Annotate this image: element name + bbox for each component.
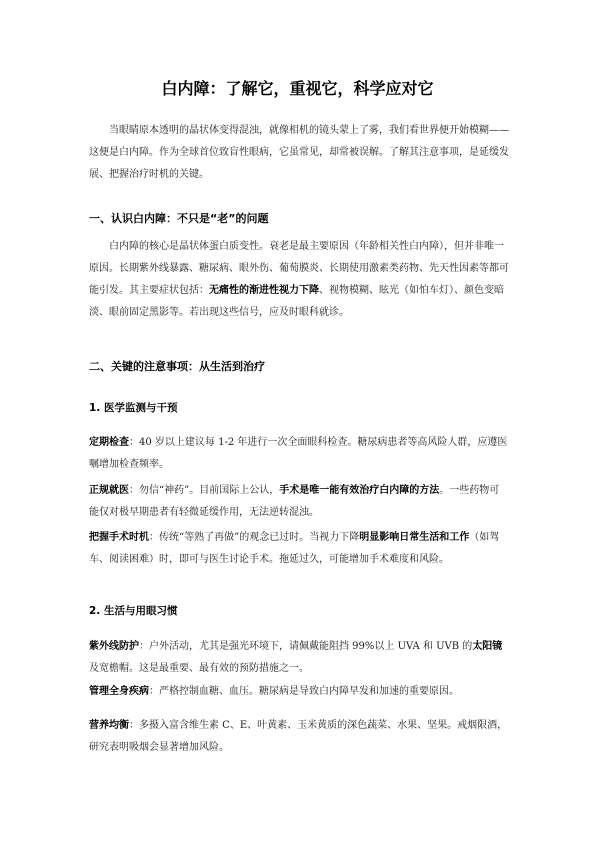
subsection-2-heading: 2. 生活与用眼习惯 [89,605,178,617]
section-2-heading: 二、关键的注意事项：从生活到治疗 [89,360,265,373]
section-1-text-end: 、视物模糊、眩光（如怕车灯）、颜色变暗淡、眼前固定黑影等。若出现这些信号，应及时眼科就诊。 [89,285,504,318]
item-text-end: 。一些药物可能仅对极早期患者有轻微延缓作用，无法逆转混浊。 [89,485,500,518]
item-emphasis: 手术是唯一能有效治疗白内障的方法 [279,485,440,496]
item-emphasis: 明显影响日常生活和工作 [359,532,470,543]
section-1-emphasis: 无痛性的渐进性视力下降 [209,285,319,296]
item-text: ：多摄入富含维生素 C、E、叶黄素、玉米黄质的深色蔬菜、水果、坚果。戒烟限酒，研究表明吸烟会显著增加风险。 [89,720,508,753]
item-emphasis: 太阳镜 [472,641,503,652]
item-lead: 把握手术时机 [89,532,149,543]
item-lead: 营养均衡 [89,720,129,731]
item-surgery-timing [89,527,509,571]
item-text: ：勿信“神药”。目前国际上公认， [129,485,280,496]
item-text: ：传统“等熟了再做”的观念已过时。当视力下降 [149,532,360,543]
item-nutrition [89,715,509,759]
item-proper-treatment [89,480,509,524]
intro-paragraph: 当眼睛原本透明的晶状体变得混浊，就像相机的镜头蒙上了雾，我们看世界便开始模糊——这便是白内障。作为全球首位致盲性眼病，它虽常见，却常被误解。了解其注意事项，是延缓发展、把握治疗时机的关键。 [89,125,509,180]
section-1-paragraph [89,236,509,324]
item-lead: 正规就医 [89,485,129,496]
item-lead: 定期检查 [89,437,129,448]
item-lead: 紫外线防护 [89,641,139,652]
section-1-heading: 一、认识白内障：不只是“老”的问题 [89,212,269,225]
page-title: 白内障：了解它，重视它，科学应对它 [161,79,434,98]
item-text: ：严格控制血糖、血压。糖尿病是导致白内障早发和加速的重要原因。 [149,686,459,697]
item-uv-protection [89,636,509,680]
item-text: ：40 岁以上建议每 1-2 年进行一次全面眼科检查。糖尿病患者等高风险人群，应遵医嘱增加检查频率。 [89,437,508,470]
item-text-end: （如驾车、阅读困难）时，即可与医生讨论手术。拖延过久，可能增加手术难度和风险。 [89,532,500,565]
section-1-text: 白内障的核心是晶状体蛋白质变性。衰老是最主要原因（年龄相关性白内障），但并非唯一原因。长期紫外线暴露、糖尿病、眼外伤、葡萄膜炎、长期使用激素类药物、先天性因素等都可能引发。其主要症状包括： [89,241,509,296]
item-text: ：户外活动，尤其是强光环境下，请佩戴能阻挡 99%以上 UVA 和 UVB 的 [139,641,473,652]
subsection-1-heading: 1. 医学监测与干预 [89,402,178,414]
item-text-end: 及宽檐帽。这是最重要、最有效的预防措施之一。 [89,663,309,674]
item-lead: 管理全身疾病 [89,686,149,697]
item-regular-checkup [89,432,509,476]
item-manage-disease [89,683,509,701]
